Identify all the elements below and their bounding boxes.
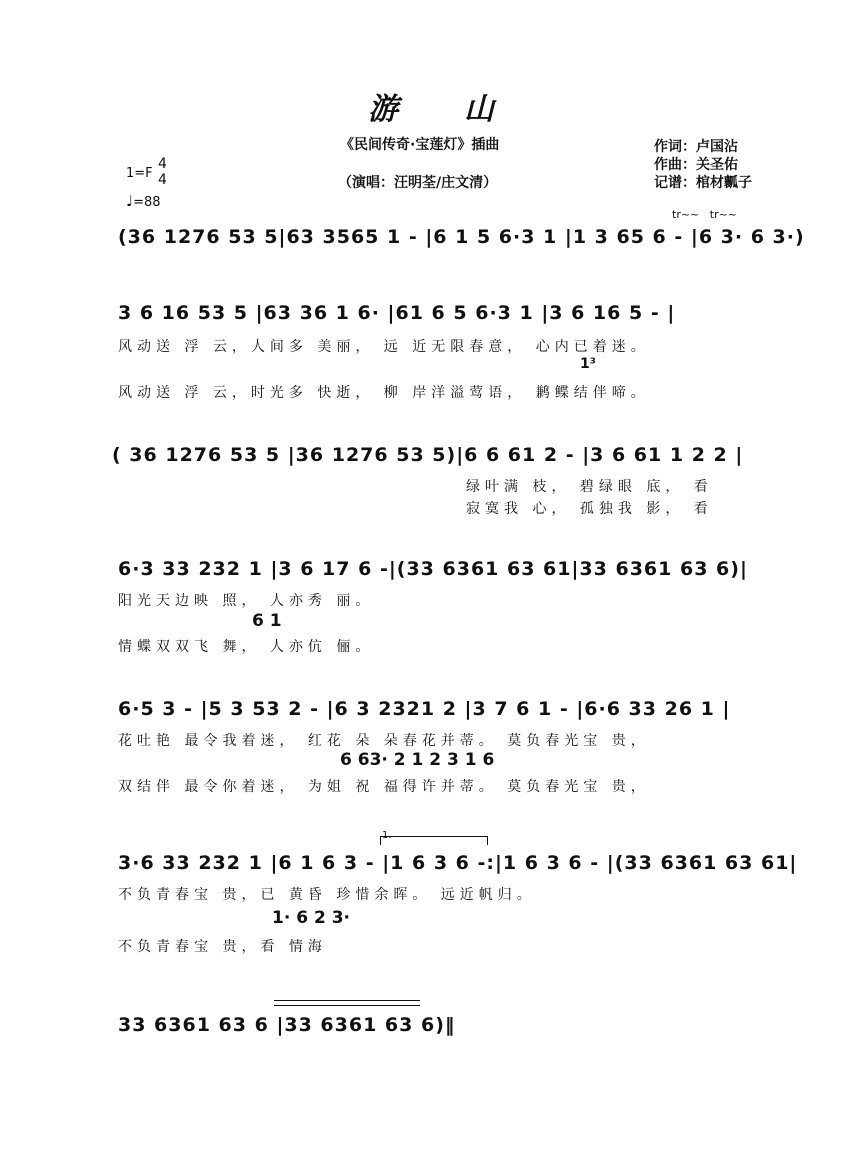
system-3-notes: ( 36 1276 53 5 |36 1276 53 5)|6 6 61 2 - |3 6 61 1 2 2 |	[112, 444, 744, 466]
volta-bracket-label: 1.	[382, 830, 392, 841]
system-4-alt-notes: 6 1	[252, 611, 282, 631]
system-4-notes: 6·3 33 232 1 |3 6 17 6 -|(33 6361 63 61|33 6361 63 6)|	[118, 558, 748, 580]
lyricist-credit: 作词：卢国沾	[654, 139, 738, 155]
meter-bottom: 4	[158, 172, 167, 188]
system-6-lyric-1: 不负青春宝 贵，已 黄昏 珍惜余晖。 远近帆归。	[118, 887, 536, 903]
tempo-mark	[126, 192, 161, 210]
system-6-notes: 3·6 33 232 1 |6 1 6 3 - |1 6 3 6 -:|1 6 3 6 - |(33 6361 63 61|	[118, 852, 798, 874]
system-2-notes: 3 6 16 53 5 |63 36 1 6· |61 6 5 6·3 1 |3 6 16 5 - |	[118, 302, 676, 324]
key-signature: 1=F	[126, 166, 153, 181]
system-7-notes: 33 6361 63 6 |33 6361 63 6)‖	[118, 1014, 456, 1036]
composer-credit: 作曲：关圣佑	[654, 157, 738, 173]
system-6-alt-notes: 1· 6 2 3·	[272, 908, 350, 928]
system-6-lyric-2: 不负青春宝 贵，看 情海	[118, 939, 327, 955]
time-signature	[158, 156, 167, 188]
meter-top: 4	[158, 156, 167, 172]
tempo-value: =88	[133, 195, 161, 210]
song-subtitle: 《民间传奇·宝莲灯》插曲	[340, 137, 500, 153]
final-beam-lines	[274, 1000, 420, 1006]
song-title: 游 山	[368, 92, 496, 127]
quarter-note-icon: ♩	[126, 192, 134, 210]
system-1-ornaments: tr~~ tr~~	[672, 208, 738, 221]
system-4-lyric-1: 阳光天边映 照， 人亦秀 丽。	[118, 593, 375, 609]
system-2-grace: 1³	[580, 356, 596, 372]
system-4-lyric-2: 情蝶双双飞 舞， 人亦伉 俪。	[118, 639, 375, 655]
transcriber-credit: 记谱：棺材瓤子	[654, 175, 752, 191]
singers-line: （演唱：汪明荃/庄文清）	[338, 175, 498, 191]
credits-block	[654, 138, 752, 192]
system-2-lyric-1: 风动送 浮 云，人间多 美丽， 远 近无限春意， 心内已着迷。	[118, 339, 650, 355]
system-5-lyric-2: 双结伴 最令你着迷， 为姐 祝 福得许并蒂。 莫负春光宝 贵，	[118, 779, 650, 795]
system-5-lyric-1: 花吐艳 最令我着迷， 红花 朵 朵春花并蒂。 莫负春光宝 贵，	[118, 733, 650, 749]
system-5-alt-notes: 6 63· 2 1 2 3 1 6	[340, 750, 495, 770]
system-1-notes: (36 1276 53 5|63 3565 1 - |6 1 5 6·3 1 |1 3 65 6 - |6 3· 6 3·)	[118, 226, 805, 248]
volta-bracket	[380, 836, 488, 845]
system-5-notes: 6·5 3 - |5 3 53 2 - |6 3 2321 2 |3 7 6 1 - |6·6 33 26 1 |	[118, 698, 731, 720]
system-3-lyric-2: 寂寞我 心， 孤独我 影， 看	[466, 501, 713, 517]
system-3-lyric-1: 绿叶满 枝， 碧绿眼 底， 看	[466, 479, 713, 495]
system-2-lyric-2: 风动送 浮 云，时光多 快逝， 柳 岸洋溢莺语， 鹣鲽结伴啼。	[118, 385, 650, 401]
